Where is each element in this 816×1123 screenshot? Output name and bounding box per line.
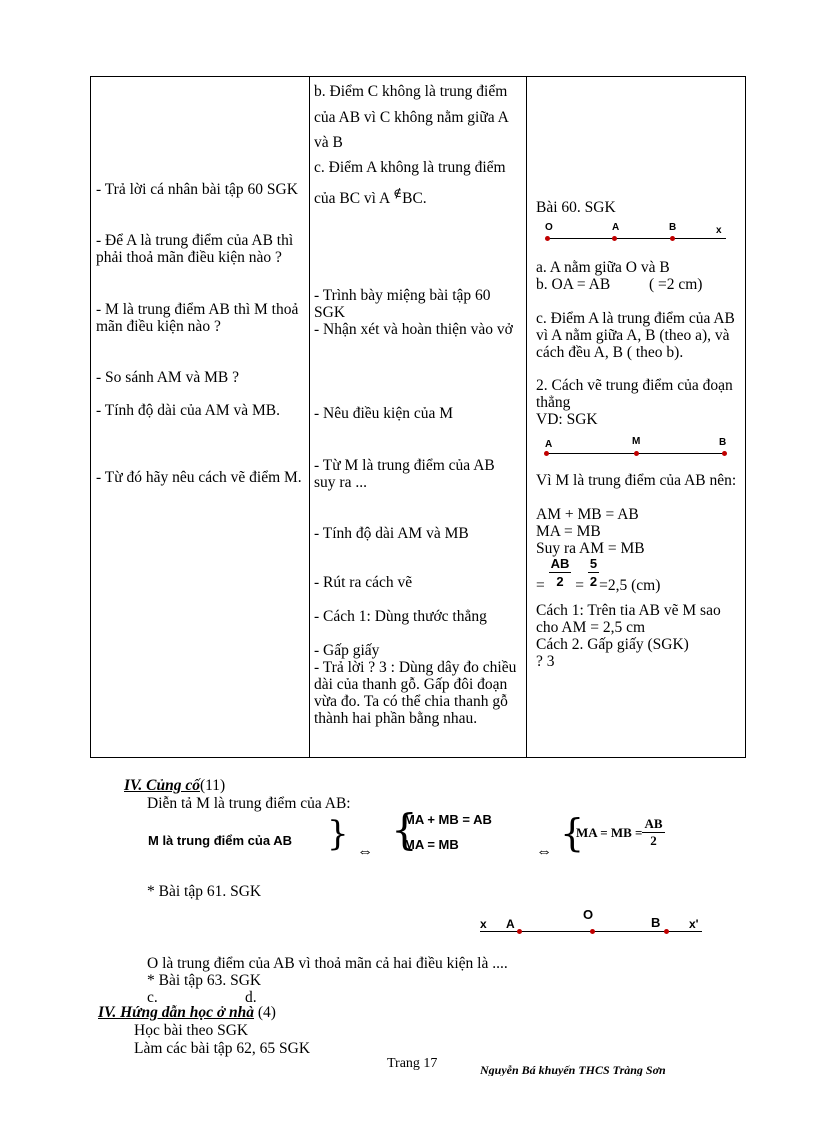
label-m: M bbox=[632, 436, 641, 447]
option-c: c. bbox=[147, 989, 158, 1006]
student-answer-b: b. Điểm C không là trung điểm của AB vì C không nằm giữa A và B bbox=[314, 83, 508, 151]
author-signature: Nguyễn Bá khuyến THCS Tràng Sơn bbox=[480, 1063, 666, 1076]
m-is-midpoint: M là trung điểm của AB bbox=[148, 833, 292, 848]
bai60-title: Bài 60. SGK bbox=[536, 199, 616, 216]
point-a bbox=[544, 451, 549, 456]
o-midpoint-line: O là trung điểm của AB vì thoả mãn cả hai điều kiện là .... bbox=[147, 955, 508, 972]
cach-1: Cách 1: Trên tia AB vẽ M sao cho AM = 2,5 cm bbox=[536, 602, 721, 636]
student-r8: - Gấp giấy bbox=[314, 642, 380, 659]
section-time: (11) bbox=[199, 777, 226, 794]
cach-2: Cách 2. Gấp giấy (SGK) bbox=[536, 636, 689, 653]
label-a: A bbox=[612, 222, 620, 233]
student-r2: - Nhận xét và hoàn thiện vào vở bbox=[314, 321, 513, 338]
label-x: x bbox=[716, 225, 722, 236]
ray-ox bbox=[548, 238, 726, 239]
system-eq-2: MA = MB bbox=[404, 837, 459, 852]
left-brace-icon: { bbox=[560, 811, 585, 855]
bai-tap-61: * Bài tập 61. SGK bbox=[147, 883, 262, 900]
eq-mid: = bbox=[575, 577, 585, 595]
answer-c-end: BC. bbox=[402, 189, 427, 207]
equation-3: Suy ra AM = MB bbox=[536, 540, 645, 557]
right-brace-icon: } bbox=[327, 814, 349, 854]
student-r4: - Từ M là trung điểm của AB suy ra ... bbox=[314, 457, 495, 491]
student-r6: - Rút ra cách vẽ bbox=[314, 574, 413, 591]
label-a: A bbox=[545, 439, 553, 450]
bai60-a: a. A nằm giữa O và B bbox=[536, 259, 670, 276]
homework-1: Học bài theo SGK bbox=[134, 1022, 249, 1039]
frac-num: AB bbox=[644, 816, 663, 831]
eq-result: =2,5 (cm) bbox=[599, 577, 661, 595]
point-b bbox=[670, 236, 675, 241]
frac-den: 2 bbox=[589, 574, 598, 589]
teacher-q1: - Trả lời cá nhân bài tập 60 SGK bbox=[96, 181, 298, 198]
section-cung-co bbox=[124, 777, 225, 795]
point-a bbox=[517, 929, 522, 934]
student-r7: - Cách 1: Dùng thước thẳng bbox=[314, 608, 487, 625]
label-b: B bbox=[651, 915, 661, 930]
equation-1: AM + MB = AB bbox=[536, 506, 639, 523]
page-number: Trang 17 bbox=[387, 1056, 438, 1071]
frac-den: 2 bbox=[556, 574, 564, 589]
fraction-ab-over-2 bbox=[642, 816, 664, 849]
option-d: d. bbox=[245, 989, 257, 1006]
student-r9: - Trả lời ? 3 : Dùng dây đo chiều dài của thanh gỗ. Gấp đôi đoạn vừa đo. Ta có thể chia thanh gỗ thành hai phần bằng nhau. bbox=[314, 659, 517, 727]
point-o bbox=[545, 236, 550, 241]
label-a: A bbox=[506, 917, 515, 931]
label-b: B bbox=[719, 437, 727, 448]
bai60-c: c. Điểm A là trung điểm của AB vì A nằm giữa A, B (theo a), và cách đều A, B ( theo b). bbox=[536, 310, 735, 361]
point-b bbox=[722, 451, 727, 456]
column-divider bbox=[526, 77, 527, 757]
point-m bbox=[634, 451, 639, 456]
column-divider bbox=[309, 77, 310, 757]
teacher-q4: - So sánh AM và MB ? bbox=[96, 369, 239, 386]
frac-num: AB bbox=[550, 556, 570, 571]
equation-2: MA = MB bbox=[536, 523, 601, 540]
teacher-q5: - Tính độ dài của AM và MB. bbox=[96, 402, 280, 419]
section-title: IV. Củng cố bbox=[124, 777, 200, 794]
teacher-q6: - Từ đó hãy nêu cách vẽ điểm M. bbox=[96, 469, 302, 486]
student-r1: - Trình bày miệng bài tập 60 SGK bbox=[314, 287, 491, 321]
answer-c-text: c. Điểm A không là trung điểm của BC vì A bbox=[314, 159, 506, 207]
homework-2: Làm các bài tập 62, 65 SGK bbox=[134, 1040, 311, 1057]
system-eq-1: MA + MB = AB bbox=[404, 812, 492, 827]
teacher-q2: - Để A là trung điểm của AB thì phải thoả mãn điều kiện nào ? bbox=[96, 232, 294, 266]
bai-tap-63: * Bài tập 63. SGK bbox=[147, 972, 262, 989]
point-b bbox=[664, 929, 669, 934]
student-answer-c bbox=[314, 155, 519, 211]
eq-prefix: = bbox=[536, 577, 545, 595]
because-text: Vì M là trung điểm của AB nên: bbox=[536, 472, 737, 489]
point-a bbox=[612, 236, 617, 241]
label-o: O bbox=[545, 222, 553, 233]
fraction-equation bbox=[536, 555, 660, 594]
student-r3: - Nêu điều kiện của M bbox=[314, 405, 454, 422]
question-3: ? 3 bbox=[536, 653, 555, 670]
section-2-title: 2. Cách vẽ trung điểm của đoạn thẳng bbox=[536, 377, 733, 411]
student-r5: - Tính độ dài AM và MB bbox=[314, 525, 469, 542]
point-o bbox=[590, 929, 595, 934]
vd-sgk: VD: SGK bbox=[536, 411, 598, 428]
label-o: O bbox=[583, 907, 594, 922]
not-element-symbol: ∉ bbox=[393, 185, 403, 200]
frac-den: 2 bbox=[650, 833, 657, 848]
section-desc: Diễn tả M là trung điểm của AB: bbox=[147, 795, 351, 812]
fraction-5-over-2 bbox=[588, 555, 599, 590]
fraction-ab-over-2 bbox=[549, 555, 572, 590]
bai60-b: b. OA = AB ( =2 cm) bbox=[536, 276, 703, 293]
system-eq-3 bbox=[576, 816, 665, 849]
equivalent-arrow-icon: ⇔ bbox=[536, 843, 552, 860]
homework-time: (4) bbox=[254, 1004, 276, 1021]
teacher-q3: - M là trung điểm AB thì M thoả mãn điều kiện nào ? bbox=[96, 301, 299, 335]
label-b: B bbox=[669, 222, 677, 233]
section-homework bbox=[98, 1004, 276, 1022]
label-x-prime: x' bbox=[689, 917, 699, 931]
label-x: x bbox=[480, 917, 487, 931]
frac-num: 5 bbox=[589, 556, 598, 571]
equivalent-arrow-icon: ⇔ bbox=[357, 843, 373, 860]
left-brace-icon: { bbox=[391, 805, 418, 854]
homework-title: IV. Hứng dẫn học ở nhà bbox=[98, 1004, 255, 1021]
sys2-left: MA = MB = bbox=[576, 824, 643, 840]
